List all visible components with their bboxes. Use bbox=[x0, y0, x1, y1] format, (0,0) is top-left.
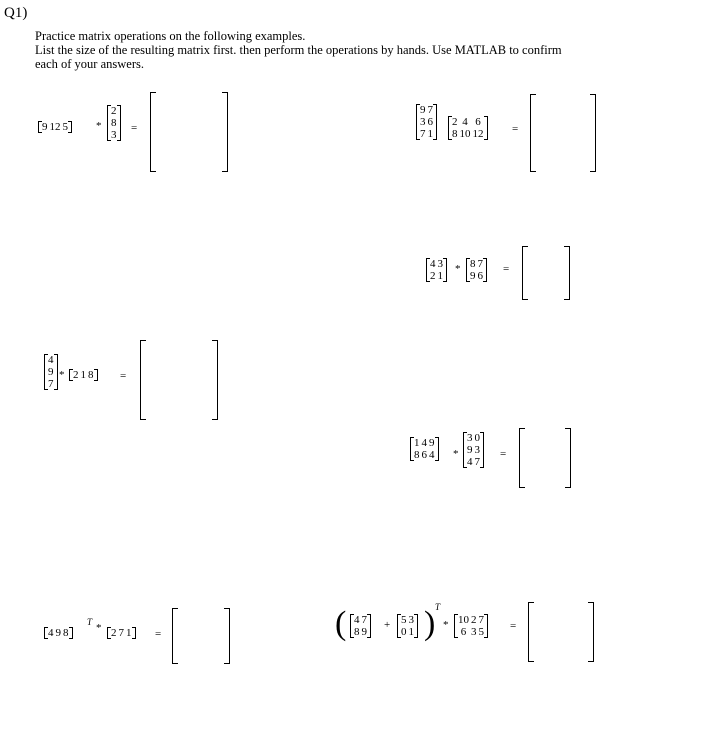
matrix-entry: 0 bbox=[474, 432, 480, 444]
answer-box-2[interactable] bbox=[530, 94, 596, 172]
matrix-entry: 8 bbox=[414, 449, 420, 461]
matrix-entry: 7 bbox=[474, 456, 480, 468]
equals-sign: = bbox=[131, 122, 138, 134]
matrix-entry: 7 bbox=[48, 378, 54, 390]
times-operator: * bbox=[96, 622, 102, 634]
matrix-entry: 2 bbox=[452, 116, 458, 128]
matrix-entry: 6 bbox=[477, 270, 483, 282]
matrix-entry: 2 bbox=[430, 270, 436, 282]
equals-sign: = bbox=[155, 628, 162, 640]
matrix-entry: 1 bbox=[126, 627, 132, 639]
matrix-entry: 0 bbox=[401, 626, 407, 638]
matrix-entry: 7 bbox=[478, 614, 484, 626]
matrix-entry: 7 bbox=[361, 614, 367, 626]
matrix-entry: 3 bbox=[420, 116, 426, 128]
matrix-entry: 1 bbox=[414, 437, 420, 449]
times-operator: * bbox=[453, 448, 459, 460]
p3-matrix-a bbox=[426, 258, 447, 282]
equals-sign: = bbox=[503, 263, 510, 275]
answer-box-6[interactable] bbox=[172, 608, 230, 664]
p7-matrix-b bbox=[397, 614, 418, 638]
matrix-entry: 7 bbox=[427, 104, 433, 116]
matrix-entry: 4 bbox=[354, 614, 360, 626]
matrix-entry: 1 bbox=[80, 369, 86, 381]
times-operator: * bbox=[443, 619, 449, 631]
matrix-entry: 9 bbox=[55, 627, 61, 639]
answer-box-3[interactable] bbox=[522, 246, 570, 300]
p6-row-vector-b bbox=[107, 627, 136, 639]
plus-operator: + bbox=[384, 619, 391, 631]
matrix-entry: 10 bbox=[459, 128, 471, 140]
instructions bbox=[35, 29, 675, 71]
matrix-entry: 6 bbox=[421, 449, 427, 461]
matrix-entry: 6 bbox=[475, 116, 481, 128]
instruction-line-3: each of your answers. bbox=[35, 57, 144, 71]
transpose-superscript: T bbox=[87, 617, 93, 627]
answer-box-7[interactable] bbox=[528, 602, 594, 662]
matrix-entry: 1 bbox=[437, 270, 443, 282]
matrix-entry: 3 bbox=[474, 444, 480, 456]
p6-row-vector-a bbox=[44, 627, 73, 639]
matrix-entry: 3 bbox=[437, 258, 443, 270]
matrix-entry: 12 bbox=[472, 128, 484, 140]
instruction-line-1: Practice matrix operations on the following examples. bbox=[35, 29, 306, 43]
p7-matrix-c bbox=[454, 614, 488, 638]
matrix-entry: 4 bbox=[48, 354, 54, 366]
matrix-entry: 3 bbox=[471, 626, 477, 638]
matrix-entry: 12 bbox=[49, 121, 61, 133]
matrix-entry: 2 bbox=[111, 105, 117, 117]
equals-sign: = bbox=[120, 370, 127, 382]
p1-column-vector bbox=[107, 105, 121, 141]
matrix-entry: 4 bbox=[462, 116, 468, 128]
p1-row-vector bbox=[38, 121, 72, 133]
matrix-entry: 2 bbox=[471, 614, 477, 626]
matrix-entry: 7 bbox=[477, 258, 483, 270]
matrix-entry: 2 bbox=[111, 627, 117, 639]
p5-matrix-a bbox=[410, 437, 439, 461]
matrix-entry: 4 bbox=[421, 437, 427, 449]
matrix-entry: 9 bbox=[361, 626, 367, 638]
answer-box-4[interactable] bbox=[140, 340, 218, 420]
p4-column-vector bbox=[44, 354, 58, 390]
question-number: Q1) bbox=[4, 5, 28, 21]
times-operator: * bbox=[455, 263, 461, 275]
matrix-entry: 2 bbox=[73, 369, 79, 381]
matrix-entry: 8 bbox=[111, 117, 117, 129]
matrix-entry: 9 bbox=[429, 437, 435, 449]
matrix-entry: 1 bbox=[408, 626, 414, 638]
matrix-entry: 8 bbox=[88, 369, 94, 381]
matrix-entry: 4 bbox=[48, 627, 54, 639]
instruction-line-2: List the size of the resulting matrix first. then perform the operations by hands. Use MATLAB to confirm bbox=[35, 43, 562, 57]
p5-matrix-b bbox=[463, 432, 484, 468]
matrix-entry: 8 bbox=[63, 627, 69, 639]
matrix-entry: 3 bbox=[111, 129, 117, 141]
matrix-entry: 8 bbox=[354, 626, 360, 638]
right-parenthesis: ) bbox=[424, 605, 436, 642]
matrix-entry: 3 bbox=[408, 614, 414, 626]
answer-box-5[interactable] bbox=[519, 428, 571, 488]
times-operator: * bbox=[59, 369, 65, 381]
p3-matrix-b bbox=[466, 258, 487, 282]
equals-sign: = bbox=[500, 448, 507, 460]
p7-matrix-a bbox=[350, 614, 371, 638]
matrix-entry: 9 bbox=[420, 104, 426, 116]
matrix-entry: 1 bbox=[427, 128, 433, 140]
matrix-entry: 5 bbox=[401, 614, 407, 626]
transpose-superscript: T bbox=[435, 602, 441, 612]
matrix-entry: 10 bbox=[458, 614, 469, 626]
matrix-entry: 4 bbox=[430, 258, 436, 270]
matrix-entry: 8 bbox=[470, 258, 476, 270]
matrix-entry: 9 bbox=[42, 121, 48, 133]
p4-row-vector bbox=[69, 369, 98, 381]
equals-sign: = bbox=[510, 620, 517, 632]
matrix-entry: 4 bbox=[467, 456, 473, 468]
matrix-entry: 5 bbox=[478, 626, 484, 638]
matrix-entry: 8 bbox=[452, 128, 458, 140]
left-parenthesis: ( bbox=[335, 605, 347, 642]
matrix-entry: 9 bbox=[467, 444, 473, 456]
times-operator: * bbox=[96, 120, 102, 132]
matrix-entry: 6 bbox=[427, 116, 433, 128]
matrix-entry: 5 bbox=[62, 121, 68, 133]
matrix-entry: 7 bbox=[420, 128, 426, 140]
matrix-entry: 4 bbox=[429, 449, 435, 461]
equals-sign: = bbox=[512, 123, 519, 135]
matrix-entry: 9 bbox=[470, 270, 476, 282]
answer-box-1[interactable] bbox=[150, 92, 228, 172]
p2-matrix-b bbox=[448, 116, 488, 140]
matrix-entry: 6 bbox=[460, 626, 467, 638]
p2-matrix-a bbox=[416, 104, 437, 140]
matrix-entry: 7 bbox=[118, 627, 124, 639]
matrix-entry: 3 bbox=[467, 432, 473, 444]
matrix-entry: 9 bbox=[48, 366, 54, 378]
